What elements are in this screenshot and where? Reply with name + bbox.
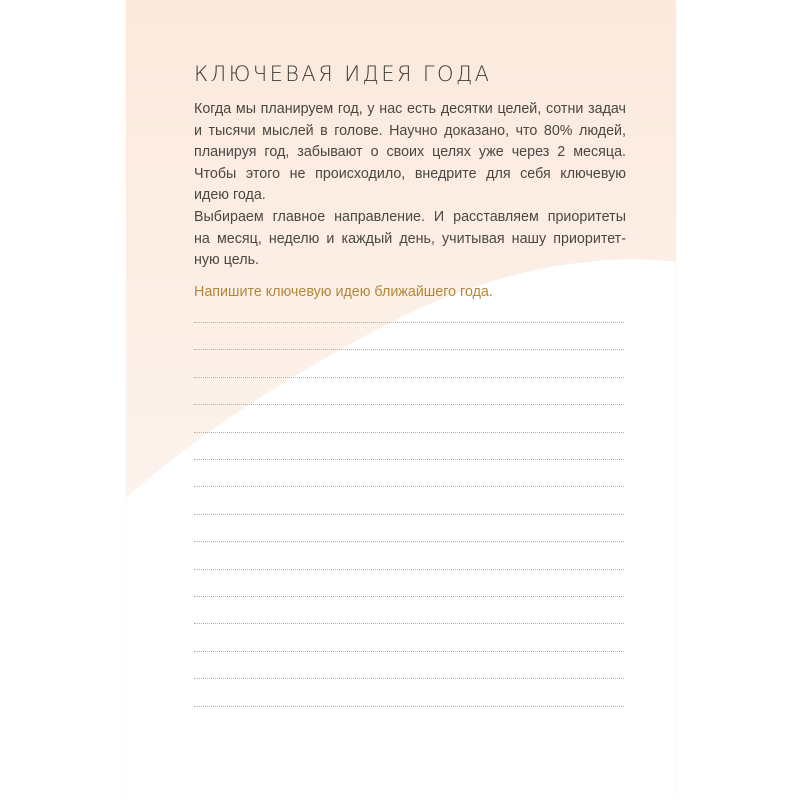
- writing-line[interactable]: [194, 404, 624, 405]
- intro-line: и тысячи мыслей в голове. Научно доказано, что 80% людей,: [194, 122, 626, 139]
- intro-line: планируя год, забывают о своих целях уже через 2 месяца.: [194, 144, 626, 161]
- writing-line[interactable]: [194, 596, 624, 597]
- intro-line: ную цель.: [194, 252, 260, 269]
- writing-line[interactable]: [194, 678, 624, 679]
- writing-line[interactable]: [194, 541, 624, 542]
- writing-line[interactable]: [194, 349, 624, 350]
- page-title: КЛЮЧЕВАЯ ИДЕЯ ГОДА: [194, 62, 492, 86]
- intro-paragraph: [194, 99, 626, 272]
- writing-line[interactable]: [194, 623, 624, 624]
- writing-line[interactable]: [194, 486, 624, 487]
- writing-line[interactable]: [194, 569, 624, 570]
- intro-line: на месяц, неделю и каждый день, учитывая нашу приоритет-: [194, 230, 626, 247]
- writing-line[interactable]: [194, 514, 624, 515]
- intro-line: Чтобы этого не происходило, внедрите для себя ключевую: [194, 165, 626, 182]
- intro-line: идею года.: [194, 187, 266, 204]
- writing-line[interactable]: [194, 322, 624, 323]
- intro-line: Выбираем главное направление. И расставляем приоритеты: [194, 208, 626, 225]
- writing-line[interactable]: [194, 432, 624, 433]
- planner-page: [126, 0, 676, 800]
- writing-line[interactable]: [194, 706, 624, 707]
- writing-line[interactable]: [194, 651, 624, 652]
- intro-line: Когда мы планируем год, у нас есть десятки целей, сотни задач: [194, 101, 626, 117]
- writing-prompt: Напишите ключевую идею ближайшего года.: [194, 284, 493, 300]
- writing-line[interactable]: [194, 459, 624, 460]
- writing-line[interactable]: [194, 377, 624, 378]
